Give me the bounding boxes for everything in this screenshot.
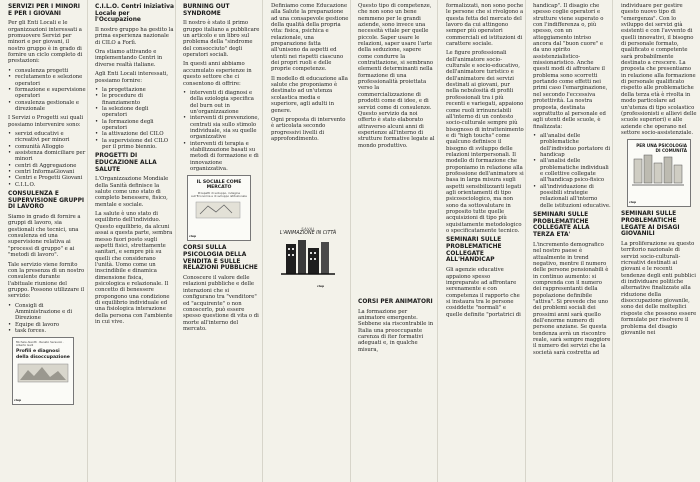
paragraph: Conoscere il valore delle relazioni pubbliche e delle interazioni che si configurano tra "venditore" ed "acquirente" o non conoscerlo, può essere spesso questione di vita o di morte all'interno del mercato. [183, 275, 259, 332]
book-cover-animazione [277, 228, 339, 290]
book-cover-disoccupazione [12, 337, 74, 405]
paragraph: Siamo in grado di fornire a gruppi di lavoro, sia gestionali che tecnici, una consulenza ed una supervisione relativa ai "processi di gruppo" e ai "metodi di lavoro". [8, 214, 81, 259]
list-item: • formazione e supervisione operatori [8, 87, 86, 100]
paragraph: Agli Enti Locali interessati, possiamo fornire: [95, 71, 169, 84]
column-4 [271, 3, 349, 290]
paragraph: Ogni proposta di intervento è articolata secondo progressivi livelli di approfondimento. [271, 116, 346, 142]
paragraph: L'Organizzazione Mondiale della Sanità definisce la salute come uno stato di completo benessere, fisico, mentale e sociale. [95, 176, 169, 208]
list-item: • interventi di diagnosi e della eziologia specifica del burn out in un'organizzazione [183, 90, 261, 115]
column-7 [533, 3, 611, 359]
publisher-logo: clup [189, 233, 197, 238]
book-title: IL SOCIALE COME MERCATO [196, 180, 242, 191]
paragraph: Il nostro gruppo ha gestito la prima esperienza nazionale di CILO a Forlì. [95, 27, 174, 46]
section-title: CORSI SULLA PSICOLOGIA DELLA VENDITA E SULLE RELAZIONI PUBBLICHE [183, 245, 258, 272]
book-authors: Michele Aleotti · Renato Sersuolo · Alberto Gelli [16, 340, 64, 348]
book-subtitle: Prospetti di sviluppo, indagine sull'Economia e di sviluppo istituzionale [191, 190, 247, 198]
section-title: BURNING OUT SYNDROME [183, 4, 230, 17]
list-item: • reclutamento e selezione operatori [8, 74, 86, 87]
paragraph: Gli agenzie educative appaiono spesso impreparate ad affrontare serenamente e con competenza il rapporto che si instaura tra le persone cosiddette "normali" e quelle definite "portatrici di [446, 267, 521, 318]
list-item: • la supervisione del CILO per il primo biennio. [95, 138, 174, 151]
publisher-logo: clup [629, 199, 637, 204]
column-3 [183, 3, 261, 335]
column-8 [621, 3, 697, 339]
paragraph: La formazione per animatore emergente. Sebbene sia riscontrabile in Italia una preoccupante carenza di iter formativi adeguati e, in qualche misura, [358, 308, 434, 353]
list-item: • interventi di prevenzione, centrati sia sullo stimolo individuale, sia su quelle organizzative [183, 115, 261, 140]
column-5 [358, 3, 436, 356]
fold-line [262, 0, 263, 482]
paragraph: formalizzati, non sono poche le persone che si rivolgono a questa fetta del mercato del lavoro da cui attingono semper più operatori commerciali ed istituzioni di carattere sociale. [446, 3, 524, 48]
list-item: • interventi di terapia e stabilizzazione basati su metodi di formazione e di innovazione organizzativa. [183, 141, 261, 173]
paragraph: La salute è uno stato di equilibrio dell'individuo. Questo equilibrio, da alcuni assai a questa parte, sembra messo fuori posto sugli aspetti fisici, strettamente sanitari, e sempre più su quelli che considerano l'unità. Uomo come un inscindibile e dinamica dimensione fisica, psicologica e relazionale. Il concetto di benessere propongono una condizione di equilibrio individuale ed una fisiologica interazione della persona con l'ambiente in cui vive. [95, 211, 173, 325]
list-item: • all'analisi delle problematiche dell'individuo portatore di handicap [533, 133, 611, 158]
list-item: • all'individuazione di possibili strategie relazionali all'interno delle istituzioni educative. [533, 184, 611, 209]
paragraph: L'incremento demografico nel nostro paese è attualmente in trend negativo, mentre il numero delle persone pensionabili è in continuo aumento: si comprenda con il numero dei rappresentanti della popolazione definibile "attiva". Si prevede che uno dei problemi sociali dei prossimi anni sarà quello dell'enorme numero di persone anziane. Se questa tendenza avrà un riscontro reale, sarà sempre maggiore il numero dei servizi che la società sarà costretta ad [533, 241, 611, 356]
paragraph: Le figure professionali dell'animatore socio-culturale e socio-educativo, dell'animatore turistico e dell'animatore dei servizi destinati ai giovani, pur nella nebulosità di profili professionali tra i più recenti e variegati, appaiono come ruoli irrinunciabili all'interno di un contesto socio-culturale sempre più bisognoso di intrattenimento e di "high touchs" come qualcuno definisce il bisogno di sviluppo delle relazioni interpersonali. Il modello di formazione che proponiamo in relazione alla professione dell'animatore si basa in larga misura sugli aspetti sensibilizzanti legati agli orientamenti di tipo psicosociologico, ma non sono da sottovalutare in proposito tutte quelle acquisizioni di tipo più squisitamente metodologico o specificatamente tecnico. [446, 50, 524, 235]
list-item: • la formazione degli operatori [95, 119, 174, 132]
fold-line [612, 0, 613, 482]
cover-illustration [277, 236, 339, 278]
book-title: L'ANIMAZIONE IN CITTÀ [279, 231, 337, 237]
list-item: • la attivazione del CILO [95, 131, 174, 137]
fold-line [175, 0, 176, 482]
list-item: • consulenza gestionale e direzionale [8, 100, 86, 113]
paragraph: Ora stiamo attivando e implementando Centri in diverse realtà italiane. [95, 49, 163, 68]
column-1 [8, 3, 86, 405]
list-item: • le procedure di finanziamento [95, 93, 174, 106]
list-item: • comunità Alloggio [8, 144, 86, 150]
bullet-list [183, 90, 261, 172]
section-title: SERVIZI PER I MINORI E PER I GIOVANI [8, 4, 80, 17]
paragraph: Per gli Enti Locali e le organizzazioni interessati a promuovere Servizi per minori e per giovani, il nostro gruppo è in grado di fornire un ciclo completo di prestazioni: [8, 20, 83, 65]
book-cover-sociale-mercato [187, 175, 251, 241]
paragraph: Questo tipo di competenze, che non sono un bene nemmeno per le grandi aziende, sono invece una necessità vitale per quelle piccole. Saper usare le relazioni, saper usare l'arte della seduzione, sapere come condurre la contrattazione, si sembrano elementi determinanti nella formazione di una professionalità proiettata verso la commercializzazione di prodotti come di idee, e di servizi come di consulenze. Questo servizio da noi offerto è stato elaborato attraverso alcuni anni di esperienze all'interno di strutture formative legate al mondo produttivo. [358, 3, 435, 149]
cover-illustration [14, 362, 72, 384]
paragraph: Il nostro è stato il primo gruppo italiano a pubblicare un articolo e un libro sul problema della "sindrome del consocciuto" degli operatori sociali. [183, 20, 260, 59]
paragraph: handicap". Il disagio che spesso coglie operatori e strutture viene superato o con l'indifferenza o, più spesso, con un atteggiamento intriso ancora dal "buon cuore" e da uno spirito assistenzialistico-missionaristico. Anche questi modi di affrontare il problema sono scorretti portando come effetti nei primi caso l'emarginazione, nel secondo l'eccessiva protettività. La nostra proposta, destinata soprattutto al personale ed agli utenti delle scuole, è finalizzata: [533, 3, 608, 130]
paragraph: La proliferazione su questo territorio nazionale di servizi socio-culturali-ricreativi destinati ai giovani e le recenti tendenze degli enti pubblici di individuare politiche alternative finalizzate alla riduzione della disoccupazione giovanile, sono dei delle molteplici risposte che possono essere formulate per risolvere il problema del disagio giovanile nei [621, 241, 697, 336]
list-item: • servizi educativi e ricreativi per minori [8, 131, 86, 144]
fold-line [350, 0, 351, 482]
section-title: SEMINARI SULLE PROBLEMATICHE COLLEGATE ALL'HANDICAP [446, 237, 502, 264]
book-cover-psicologia-comunita [627, 139, 691, 207]
list-item: • consulenza progetti [8, 68, 86, 74]
fold-line [437, 0, 438, 482]
section-title: SEMINARI SULLE PROBLEMATICHE LEGATE AI DISAGI GIOVANILI [621, 211, 680, 238]
section-title: C.I.L.O. Centri Iniziativa Locale per l'Occupazione [95, 4, 174, 24]
book-title: Profili e diagnosi della disoccupazione [16, 349, 70, 360]
fold-line [525, 0, 526, 482]
list-item: • C.I.L.O. [8, 182, 86, 188]
list-item: • task forces. [8, 328, 86, 334]
bullet-list [8, 303, 86, 335]
section-title: CONSULENZA E SUPERVISIONE GRUPPI DI LAVORO [8, 191, 85, 211]
list-item: • Equipe di lavoro [8, 322, 86, 328]
section-title: CORSI PER ANIMATORI [358, 298, 433, 305]
list-item: • assistenza domiciliare per minori [8, 150, 86, 163]
list-item: • centri InformaGiovani [8, 169, 86, 175]
cover-illustration [628, 153, 688, 193]
section-title: SEMINARI SULLE PROBLEMATICHE COLLEGATE ALLA TERZA ETA' [533, 212, 590, 239]
bullet-list [95, 87, 174, 150]
list-item: • la selezione degli operatori [95, 106, 174, 119]
list-item: • la progettazione [95, 87, 174, 93]
list-item: • Centri e Progetti Giovani [8, 175, 86, 181]
column-6 [446, 3, 524, 321]
paragraph: Tale servizio viene fornito con la presenza di un nostro consulente durante l'abituale riunione del gruppo. Possono utilizzare il servizio: [8, 261, 85, 300]
book-author: SAVAI [301, 227, 315, 232]
list-item: • Consigli di Amministrazione e di Direzione [8, 303, 86, 322]
bullet-list [8, 131, 86, 188]
publisher-logo: clup [14, 397, 22, 402]
list-item: • all'analisi delle problematiche individuali e collettive collegate all'handicap psico-fisico [533, 158, 611, 183]
paragraph: In questi anni abbiamo accumulato esperienze in questo settore che ci consentono di offrire: [183, 61, 252, 87]
paragraph: Il modello di educazione alla salute che proponiamo è destinato ad un'utenza scolastica media e superiore, agli adulti in genere. [271, 75, 348, 114]
list-item: • centri di Aggregazione [8, 163, 86, 169]
section-title: PROGETTI DI EDUCAZIONE ALLA SALUTE [95, 153, 157, 173]
bullet-list [533, 133, 611, 209]
paragraph: I Servizi o Progetti sui quali possiamo intervenire sono: [8, 115, 84, 128]
paragraph: Definiamo come Educazione alla Salute la preparazione ad una consapevole gestione della qualità della propria vita: fisica, psichica e relazionale, una preparazione fatta all'unisono da aspetti ed utenti nei rispetti ciascuno dei propri ruoli e delle proprie competenze. [271, 3, 349, 73]
bullet-list [8, 68, 86, 112]
fold-line [87, 0, 88, 482]
publisher-logo: clup [317, 283, 325, 288]
paragraph: individuare per gestire questo nuovo tipo di "emergenza". Con lo sviluppo dei servizi già esistenti e con l'avvento di quelli innovativi, il bisogno di personale formato, qualificato e competente sarà probabilmente destinato a crescere. La proposta che presentiamo in relazione alla formazione di personale qualificato rispetto alle problematiche della terza età è rivolta in modo particolare ad un'utenza di tipo scolastico (professionisti e allievi delle scuole superiori) e alle aziende che operano nel settore socio-assistenziale. [621, 3, 697, 136]
book-title: PER UNA PSICOLOGIA DI COMUNITÀ [636, 143, 687, 154]
column-2 [95, 3, 174, 328]
cover-illustration [188, 198, 248, 222]
